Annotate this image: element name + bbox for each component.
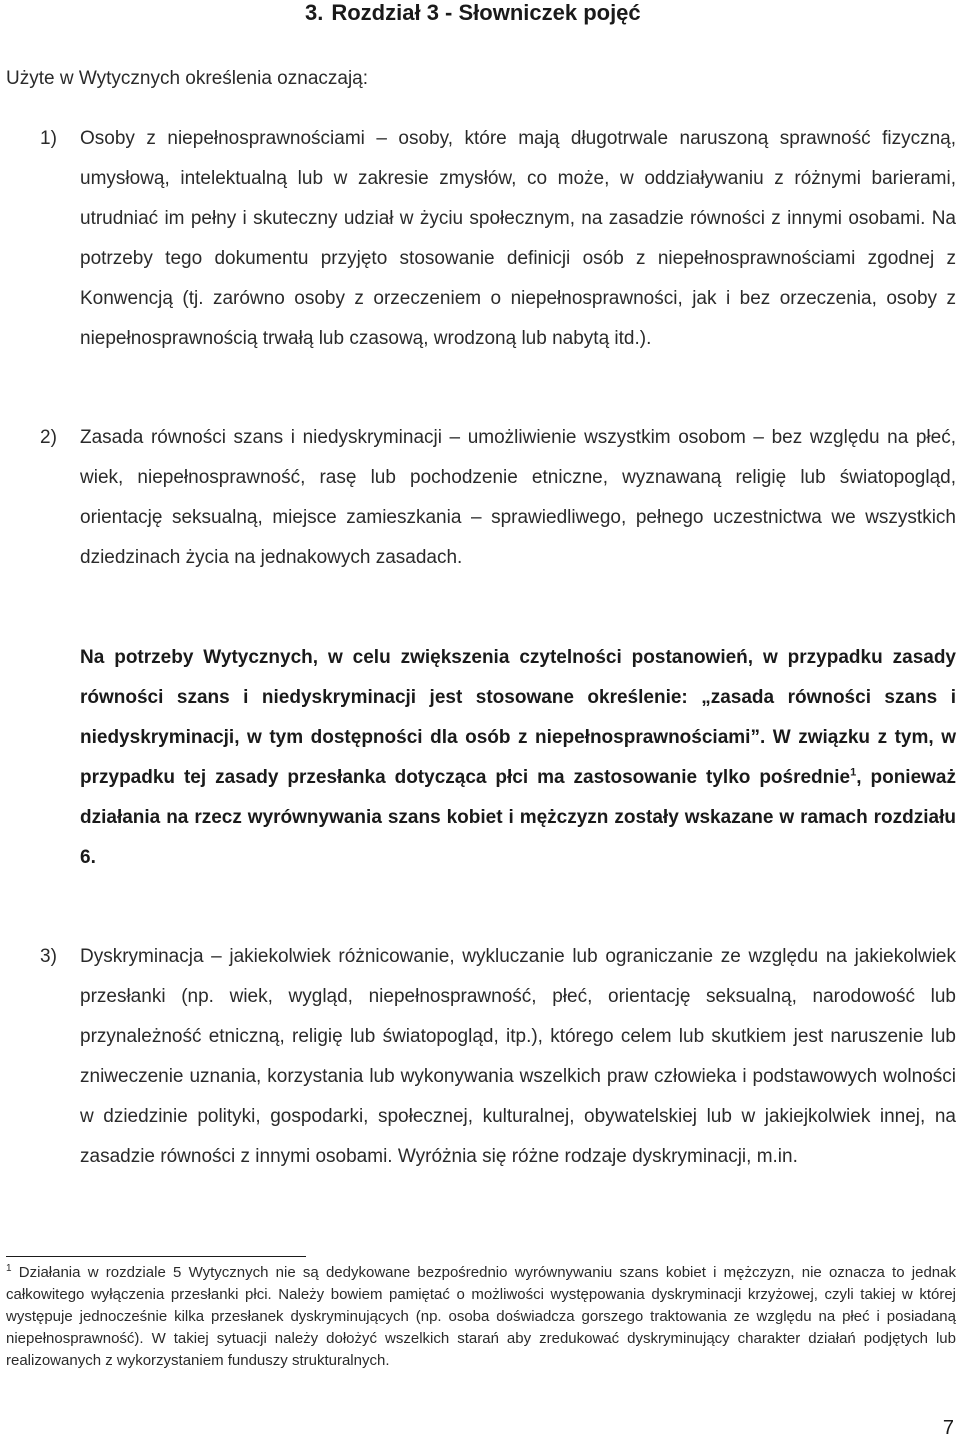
intro-text: Użyte w Wytycznych określenia oznaczają: [6,68,369,89]
section-title: Rozdział 3 - Słowniczek pojęć [331,0,641,25]
bold-paragraph-text: Na potrzeby Wytycznych, w celu zwiększenia czytelności postanowień, w przypadku zasady równości szans i niedyskryminacji jest stosowane określenie: „zasada równości szans i niedyskryminacji, w tym dostępności dla osób z niepełnosprawnościami”. W związku z tym, w przypadku tej zasady przesłanka dotycząca płci ma zastosowanie tylko pośrednie [80,647,956,788]
item-label: 3) [40,946,57,967]
item-text: Zasada równości szans i niedyskryminacji – umożliwienie wszystkim osobom – bez względu na płeć, wiek, niepełnosprawność, rasę lub pochodzenie etniczne, wyznawaną religię lub światopogląd, orientację seksualną, miejsce zamieszkania – sprawiedliwego, pełnego uczestnictwa we wszystkich dziedzinach życia na jednakowych zasadach. [80,427,956,568]
item-text: Dyskryminacja – jakiekolwiek różnicowanie, wykluczanie lub ograniczanie ze względu na jakiekolwiek przesłanki (np. wiek, wygląd, niepełnosprawność, płeć, orientację seksualną, narodowość lub przynależność etniczną, religię lub światopogląd, itp.), którego celem lub skutkiem jest naruszenie lub zniweczenie uznania, korzystania lub wykonywania wszelkich praw człowieka i podstawowych wolności w dziedzinie polityki, gospodarki, społecznej, kulturalnej, obywatelskiej lub w jakiejkolwiek innej, na zasadzie równości z innymi osobami. Wyróżnia się różne rodzaje dyskryminacji, m.in. [80,946,956,1167]
footnote-text: Działania w rozdziale 5 Wytycznych nie są dedykowane bezpośrednio wyrównywaniu szans kobiet i mężczyzn, nie oznacza to jednak całkowitego wyłączenia przesłanki płci. Należy bowiem pamiętać o możliwości występowania dyskryminacji krzyżowej, czyli takiej w której występuje jednocześnie kilka przesłanek dyskryminujących (np. osoba doświadcza gorszego traktowania ze względu na płeć i posiadaną niepełnosprawność). W takiej sytuacji należy dołożyć wszelkich starań aby zredukować dyskryminujący charakter działań podjętych lub realizowanych z wykorzystaniem funduszy strukturalnych. [6,1264,956,1369]
page-number: 7 [942,1417,954,1439]
footnote-separator [6,1256,306,1257]
bold-paragraph-text-end: , ponieważ działania na rzecz wyrównywania szans kobiet i mężczyzn zostały wskazane w ramach rozdziału 6. [80,767,956,868]
item-label: 2) [40,427,57,448]
item-text: Osoby z niepełnosprawnościami – osoby, które mają długotrwale naruszoną sprawność fizyczną, umysłową, intelektualną lub w zakresie zmysłów, co może, w oddziaływaniu z różnymi barierami, utrudniać im pełny i skuteczny udział w życiu społecznym, na zasadzie równości z innymi osobami. Na potrzeby tego dokumentu przyjęto stosowanie definicji osób z niepełnosprawnościami zgodnej z Konwencją (tj. zarówno osoby z orzeczeniem o niepełnosprawności, jak i bez orzeczenia, osoby z niepełnosprawnością trwałą lub czasową, wrodzoną lub nabytą itd.). [80,128,956,349]
definition-item [40,418,956,578]
section-heading [305,0,641,26]
section-number: 3. [305,0,324,25]
footnote-number: 1 [6,1263,12,1274]
footnote [6,1262,956,1372]
footnote-reference[interactable]: 1 [850,766,857,779]
item-label: 1) [40,128,57,149]
definition-item [40,937,956,1177]
bold-paragraph [80,638,956,878]
definition-item [40,119,956,359]
